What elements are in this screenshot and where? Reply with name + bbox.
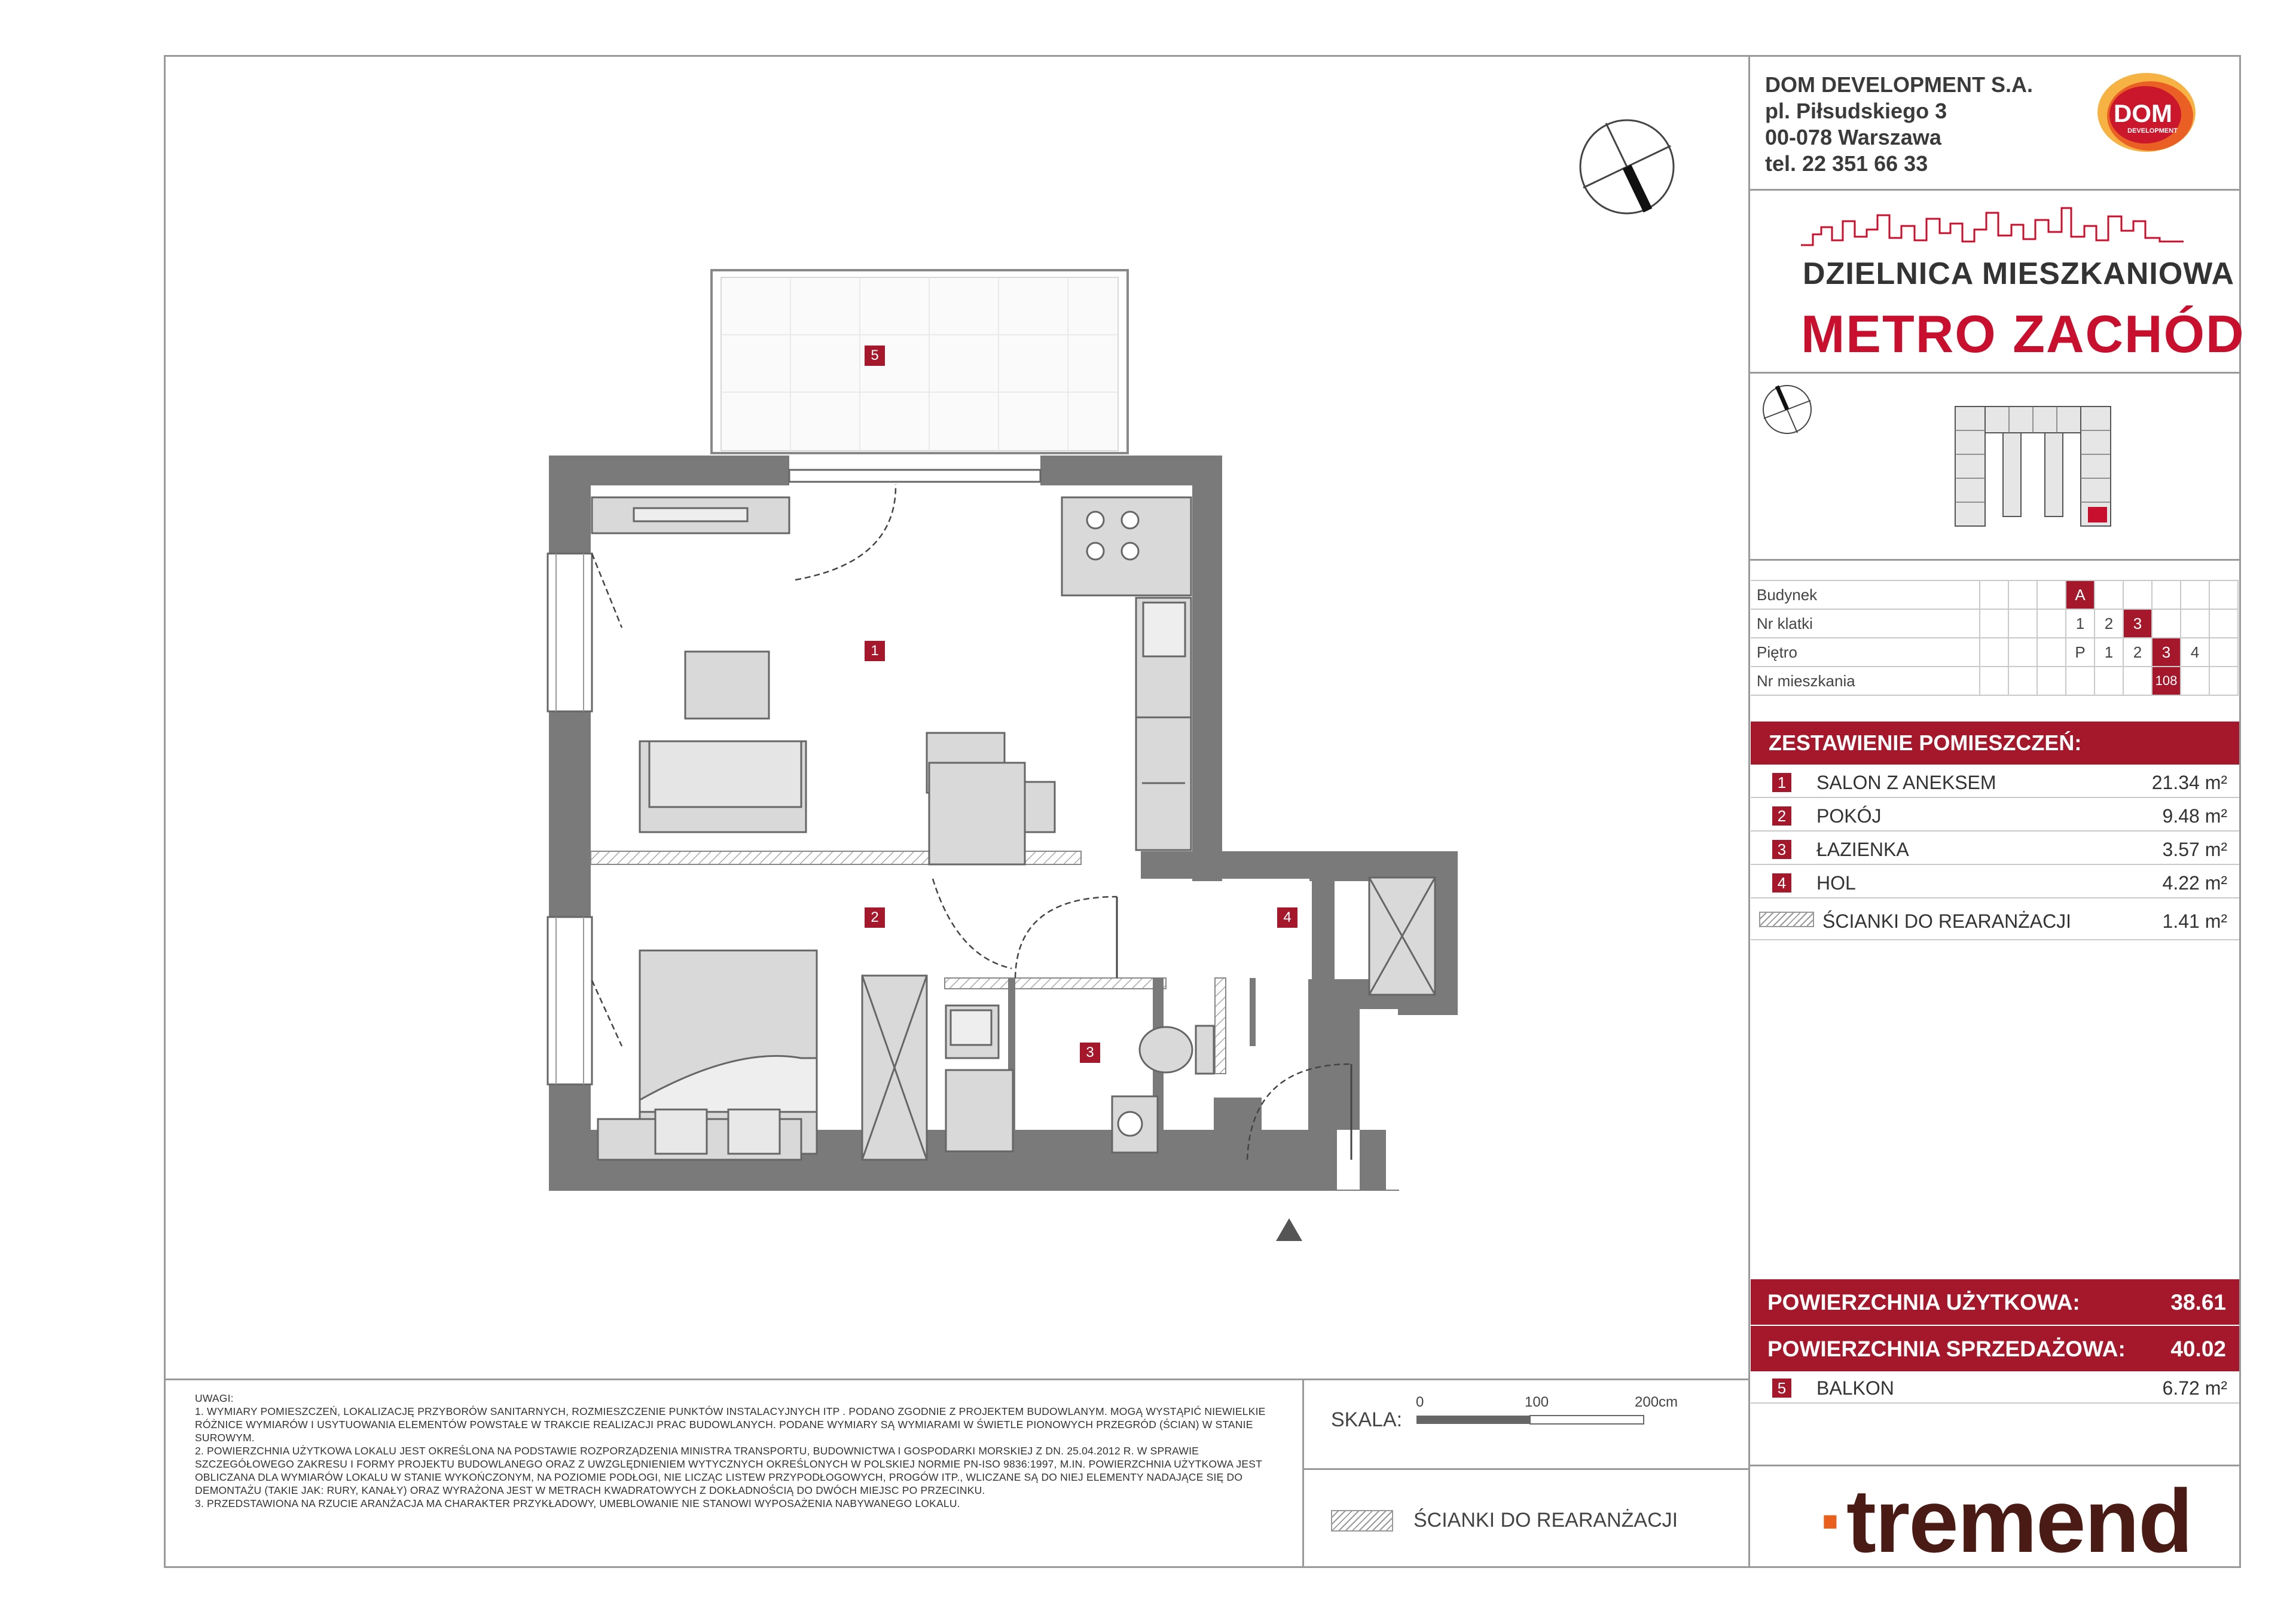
- company-name: DOM DEVELOPMENT S.A.: [1765, 72, 2034, 97]
- usable-area-label: POWIERZCHNIA UŻYTKOWA:: [1767, 1290, 2080, 1315]
- location-cell: 2: [2123, 638, 2152, 667]
- company-info: [1765, 72, 2033, 177]
- scale-bar: [1416, 1413, 1644, 1426]
- scale-tick-100: 100: [1525, 1394, 1549, 1410]
- usable-area-bar: [1751, 1279, 2239, 1325]
- location-cell: P: [2066, 638, 2095, 667]
- location-cell: [2037, 667, 2066, 695]
- notes-title: UWAGI:: [195, 1392, 234, 1404]
- plan-marker-balcony: 5: [865, 346, 885, 366]
- location-cell: [2123, 667, 2152, 695]
- location-cell: 4: [2181, 638, 2209, 667]
- compass-small-icon: [1760, 383, 1814, 436]
- room-row: [1751, 766, 2239, 798]
- sidebar-divider-1: [1748, 189, 2241, 191]
- location-row-mieszkanie: [1751, 667, 2238, 695]
- location-cell: [2037, 638, 2066, 667]
- balcony-row: [1751, 1371, 2239, 1404]
- location-cell-selected: A: [2066, 580, 2095, 609]
- location-row-pietro: [1751, 638, 2238, 667]
- notes-block: [195, 1392, 1289, 1510]
- note-2: 2. POWIERZCHNIA UŻYTKOWA LOKALU JEST OKREŚLONA NA PODSTAWIE ROZPORZĄDZENIA MINISTRA TRANSPORTU, BUDOWNICTWA I GOSPODARKI MORSKIEJ Z DN. 25.04.2012 R. W SPRAWIE SZCZEGÓŁOWEGO ZAKRESU I FORMY PROJEKTU BUDOWLANEGO ORAZ Z UWZGLĘDNIENIEM WYTYCZNYCH OKREŚLONYCH W POLSKIEJ NORMIE PN-ISO 9836:1997, M.IN. POWIERZCHNIA UŻYTKOWA JEST OBLICZANA DLA WYMIARÓW LOKALU W STANIE WYKOŃCZONYM, NA POZIOMIE PODŁOGI, NIE LICZĄC LISTEW PRZYPODŁOGOWYCH, PROGÓW ITP., WLICZANE SĄ DO NIEJ ELEMENTY NADAJĄCE SIĘ DO DEMONTAŻU (TAKIE JAK: RURY, KANAŁY) ORAZ WYRAŻONA JEST W METRACH KWADRATOWYCH Z DOKŁADNOŚCIĄ DO DWÓCH MIEJSC PO PRZECINKU.: [195, 1445, 1262, 1496]
- usable-area-value: 38.61: [2170, 1290, 2226, 1315]
- legend-hatch-swatch: [1331, 1510, 1393, 1532]
- location-label: Nr mieszkania: [1751, 667, 1980, 695]
- location-cell: [2008, 667, 2037, 695]
- dom-development-logo: [2093, 69, 2200, 159]
- room-name: SALON Z ANEKSEM: [1816, 772, 1996, 793]
- rooms-header: ZESTAWIENIE POMIESZCZEŃ:: [1751, 722, 2239, 765]
- room-area: 9.48 m²: [2162, 805, 2227, 827]
- sidebar-divider-3: [1748, 559, 2241, 561]
- project-title-line2: METRO ZACHÓD: [1801, 304, 2245, 363]
- project-title-line1: DZIELNICA MIESZKANIOWA: [1803, 256, 2235, 291]
- location-cell: [2181, 609, 2209, 638]
- location-label: Nr klatki: [1751, 609, 1980, 638]
- scale-legend-divider: [1302, 1468, 1750, 1470]
- rearrangement-row: [1751, 900, 2239, 940]
- location-cell: [2181, 667, 2209, 695]
- company-address-line1: pl. Piłsudskiego 3: [1765, 99, 1947, 123]
- note-3: 3. PRZEDSTAWIONA NA RZUCIE ARANŻACJA MA CHARAKTER PRZYKŁADOWY, UMEBLOWANIE NIE STANOWI WYPOSAŻENIA NABYWANEGO LOKALU.: [195, 1497, 960, 1509]
- location-cell: [2095, 580, 2123, 609]
- location-cell-selected: 3: [2123, 609, 2152, 638]
- location-cell: 2: [2095, 609, 2123, 638]
- location-cell: [2152, 580, 2181, 609]
- location-cell: [2008, 609, 2037, 638]
- sidebar-divider: [1748, 55, 1750, 1568]
- balcony-area: [712, 270, 1128, 453]
- plan-marker-room-1: 1: [865, 641, 885, 661]
- location-cell: [2209, 580, 2238, 609]
- room-number: 1: [1772, 773, 1791, 792]
- tremend-text: tremend: [1846, 1471, 2192, 1571]
- room-row: [1751, 833, 2239, 865]
- location-cell: [1980, 667, 2008, 695]
- location-cell: [2095, 667, 2123, 695]
- balcony-number: 5: [1772, 1379, 1791, 1398]
- location-cell: [2209, 667, 2238, 695]
- scale-tick-0: 0: [1416, 1394, 1424, 1410]
- note-1: 1. WYMIARY POMIESZCZEŃ, LOKALIZACJĘ PRZYBORÓW SANITARNYCH, ROZMIESZCZENIE PUNKTÓW INSTALACYJNYCH ITP . PODANO ZGODNIE Z PROJEKTEM BUDOWLANYM. MOGĄ WYSTĄPIĆ NIEWIELKIE RÓŻNICE WYMIARÓW I USYTUOWANIA ELEMENTÓW POWSTAŁE W TRAKCIE REALIZACJI PRAC BUDOWLANYCH. PODANE WYMIARY SĄ WYMIARAMI W ŚWIETLE PIONOWYCH PRZEGRÓD (ŚCIAN) W STANIE SUROWYM.: [195, 1405, 1266, 1444]
- sidebar-divider-2: [1748, 372, 2241, 374]
- location-label: Piętro: [1751, 638, 1980, 667]
- scale-tick-200: 200cm: [1635, 1394, 1678, 1410]
- room-number: 4: [1772, 873, 1791, 893]
- sales-area-bar: [1751, 1326, 2239, 1371]
- plan-marker-room-2: 2: [865, 907, 885, 928]
- location-cell: [2066, 667, 2095, 695]
- tremend-logo: [1818, 1469, 2192, 1573]
- sidebar-divider-4: [1748, 1465, 2241, 1466]
- sales-area-label: POWIERZCHNIA SPRZEDAŻOWA:: [1767, 1337, 2126, 1361]
- room-area: 21.34 m²: [2151, 772, 2227, 793]
- location-cell: [2008, 580, 2037, 609]
- location-table: [1751, 580, 2239, 696]
- room-area: 4.22 m²: [2162, 872, 2227, 894]
- scale-label: SKALA:: [1331, 1408, 1403, 1431]
- balcony-name: BALKON: [1816, 1377, 1894, 1399]
- dom-logo-subtext: DEVELOPMENT: [2127, 127, 2178, 135]
- selected-apartment-marker: [2088, 507, 2107, 522]
- building-key-plan: [1949, 395, 2117, 532]
- location-cell-selected: 3: [2152, 638, 2181, 667]
- location-row-budynek: [1751, 580, 2238, 609]
- location-cell: [1980, 580, 2008, 609]
- room-row: [1751, 799, 2239, 832]
- entrance-arrow-icon: [1276, 1218, 1302, 1241]
- location-cell: [2152, 609, 2181, 638]
- location-cell: [2209, 638, 2238, 667]
- location-cell: [2037, 609, 2066, 638]
- notes-divider: [164, 1379, 1750, 1380]
- room-number: 2: [1772, 806, 1791, 826]
- compass-icon: [1576, 116, 1678, 218]
- rearrangement-name: ŚCIANKI DO REARANŻACJI: [1822, 910, 2072, 932]
- notes-scale-divider: [1302, 1379, 1304, 1568]
- location-cell: [1980, 609, 2008, 638]
- location-cell: [2123, 580, 2152, 609]
- location-cell: [2037, 580, 2066, 609]
- room-name: ŁAZIENKA: [1816, 839, 1909, 860]
- location-cell: [2181, 580, 2209, 609]
- company-address-line2: 00-078 Warszawa: [1765, 125, 1941, 149]
- location-cell: [2209, 609, 2238, 638]
- rearrangement-area: 1.41 m²: [2162, 910, 2227, 932]
- skyline-graphic: [1801, 203, 2184, 251]
- room-row: [1751, 866, 2239, 898]
- room-name: HOL: [1816, 872, 1856, 894]
- room-number: 3: [1772, 840, 1791, 859]
- room-area: 3.57 m²: [2162, 839, 2227, 860]
- floor-plan: [538, 263, 1471, 1243]
- location-label: Budynek: [1751, 580, 1980, 609]
- rearrangement-hatch-swatch: [1759, 912, 1814, 927]
- location-cell: [1980, 638, 2008, 667]
- company-phone: tel. 22 351 66 33: [1765, 151, 1928, 176]
- location-cell: 1: [2095, 638, 2123, 667]
- balcony-area: 6.72 m²: [2162, 1377, 2227, 1399]
- location-row-klatka: [1751, 609, 2238, 638]
- location-cell-selected: 108: [2152, 667, 2181, 695]
- dom-logo-text: DOM: [2114, 99, 2172, 127]
- location-cell: 1: [2066, 609, 2095, 638]
- plan-marker-room-3: 3: [1080, 1043, 1100, 1063]
- sales-area-value: 40.02: [2170, 1337, 2226, 1361]
- legend-label: ŚCIANKI DO REARANŻACJI: [1413, 1509, 1678, 1532]
- tremend-accent: ·: [1818, 1471, 1846, 1571]
- plan-marker-room-4: 4: [1277, 907, 1297, 928]
- room-name: POKÓJ: [1816, 805, 1882, 827]
- location-cell: [2008, 638, 2037, 667]
